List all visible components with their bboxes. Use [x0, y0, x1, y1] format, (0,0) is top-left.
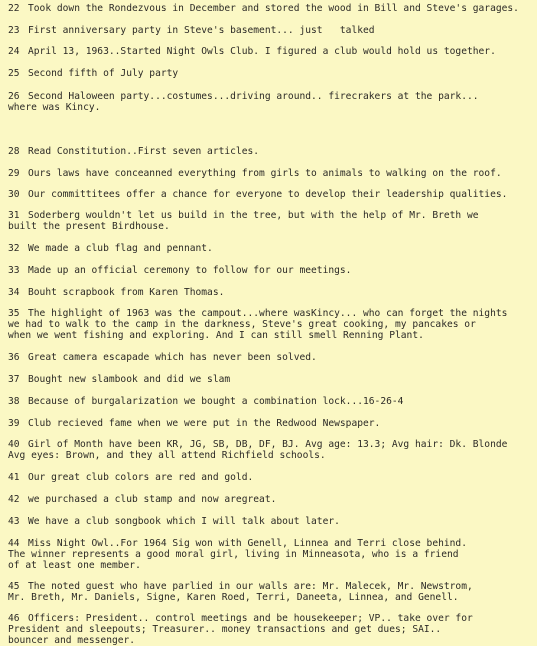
list-item [8, 396, 533, 407]
entry-text: Our great club colors are red and gold. [28, 472, 254, 483]
entry-text: April 13, 1963..Started Night Owls Club. I figured a club would hold us together. [28, 46, 496, 57]
list-item [8, 146, 533, 157]
entry-text: Girl of Month have been KR, JG, SB, DB, DF, BJ. Avg age: 13.3; Avg hair: Dk. Blonde Avg eyes: Brown, and they all attend Richfield schools. [8, 439, 508, 461]
entry-number: 24 [8, 46, 20, 57]
entry-number: 22 [8, 3, 20, 14]
entry-number: 38 [8, 396, 20, 407]
entry-text: Read Constitution..First seven articles. [28, 146, 260, 157]
list-item [8, 68, 533, 79]
list-item [8, 308, 533, 341]
list-item [8, 581, 533, 603]
entry-text: Bought new slambook and did we slam [28, 374, 231, 385]
entry-number: 30 [8, 189, 20, 200]
entry-number: 41 [8, 472, 20, 483]
entry-text: Officers: President.. control meetings and be housekeeper; VP.. take over for President and sleepouts; Treasurer.. money transactions and get dues; SAI.. bouncer and messenger. [8, 613, 473, 646]
entry-number: 35 [8, 308, 20, 319]
list-item [8, 418, 533, 429]
entry-number: 28 [8, 146, 20, 157]
list-item [8, 265, 533, 276]
entry-number: 37 [8, 374, 20, 385]
entry-text: Our committitees offer a chance for everyone to develop their leadership qualities. [28, 189, 508, 200]
list-item [8, 91, 533, 113]
entry-number: 29 [8, 168, 20, 179]
entry-text: Great camera escapade which has never been solved. [28, 352, 317, 363]
entry-text: Made up an official ceremony to follow for our meetings. [28, 265, 352, 276]
list-item [8, 472, 533, 483]
entry-text: Took down the Rondezvous in December and stored the wood in Bill and Steve's garages. [28, 3, 519, 14]
list-item [8, 439, 533, 461]
list-item [8, 516, 533, 527]
list-item [8, 538, 533, 571]
entry-text: We made a club flag and pennant. [28, 243, 213, 254]
list-item [8, 243, 533, 254]
entry-text: Because of burgalarization we bought a combination lock...16-26-4 [28, 396, 404, 407]
entry-number: 34 [8, 287, 20, 298]
entry-number: 25 [8, 68, 20, 79]
entry-text: First anniversary party in Steve's basement... just talked [28, 25, 375, 36]
list-item [8, 46, 533, 57]
entry-text: The highlight of 1963 was the campout...where wasKincy... who can forget the nights we had to walk to the camp in the darkness, Steve's great cooking, my pancakes or when we went fishing and exploring. And I can still smell Renning Plant. [8, 308, 508, 341]
entry-number: 33 [8, 265, 20, 276]
list-item [8, 25, 533, 36]
entry-number: 39 [8, 418, 20, 429]
list-item [8, 168, 533, 179]
entry-text: Second Haloween party...costumes...driving around.. firecrakers at the park... where was Kincy. [8, 91, 479, 113]
entry-text: The noted guest who have parlied in our walls are: Mr. Malecek, Mr. Newstrom, Mr. Breth, Mr. Daniels, Signe, Karen Roed, Terri, Daneeta, Linnea, and Genell. [8, 581, 473, 603]
entry-text: Miss Night Owl..For 1964 Sig won with Genell, Linnea and Terri close behind. The winner represents a good moral girl, living in Minneasota, who is a friend of at least one member. [8, 538, 467, 571]
entry-number: 36 [8, 352, 20, 363]
entry-number: 31 [8, 210, 20, 221]
entry-number: 43 [8, 516, 20, 527]
list-item [8, 352, 533, 363]
entry-number: 23 [8, 25, 20, 36]
list-item [8, 3, 533, 14]
entry-text: Ours laws have conceanned everything from girls to animals to walking on the roof. [28, 168, 502, 179]
list-item [8, 189, 533, 200]
list-item [8, 210, 533, 232]
entry-number: 46 [8, 613, 20, 624]
list-item [8, 287, 533, 298]
entry-number: 45 [8, 581, 20, 592]
entry-text: Second fifth of July party [28, 68, 179, 79]
entry-text: Bouht scrapbook from Karen Thomas. [28, 287, 225, 298]
entry-text: We have a club songbook which I will talk about later. [28, 516, 340, 527]
entry-text: we purchased a club stamp and now aregreat. [28, 494, 277, 505]
entry-number: 40 [8, 439, 20, 450]
entry-text: Soderberg wouldn't let us build in the tree, but with the help of Mr. Breth we built the present Birdhouse. [8, 210, 479, 232]
entry-number: 42 [8, 494, 20, 505]
entry-number: 26 [8, 91, 20, 102]
entry-number: 44 [8, 538, 20, 549]
entry-number: 32 [8, 243, 20, 254]
list-item [8, 613, 533, 646]
list-item [8, 494, 533, 505]
entry-text: Club recieved fame when we were put in the Redwood Newspaper. [28, 418, 381, 429]
list-item [8, 374, 533, 385]
